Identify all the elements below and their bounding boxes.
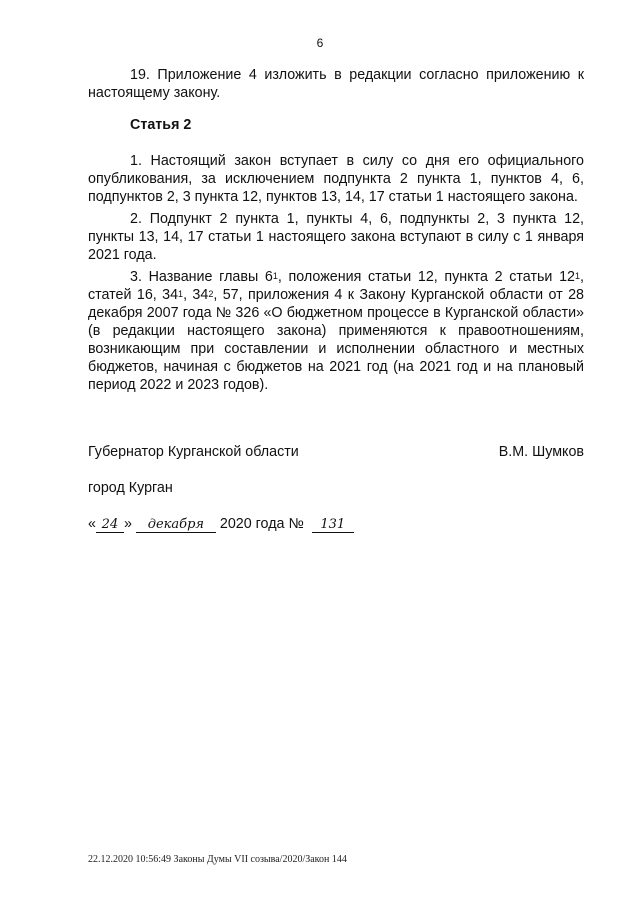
paragraph-2: 2. Подпункт 2 пункта 1, пункты 4, 6, подпункты 2, 3 пункта 12, пункты 13, 14, 17 статьи 1 настоящего закона вступают в силу с 1 января 2021 года. — [88, 211, 584, 263]
open-quote: « — [88, 516, 96, 532]
paragraph-3-part-b: , положения статьи 12, пункта 2 статьи 12 — [277, 269, 576, 285]
item-19-text: 19. Приложение 4 изложить в редакции согласно приложению к настоящему закону. — [88, 67, 584, 101]
handwritten-day: 24 — [96, 518, 124, 533]
superscript-b: 1 — [575, 271, 581, 281]
article-heading: Статья 2 — [130, 117, 192, 133]
item-19-section — [88, 66, 584, 102]
paragraph-1: 1. Настоящий закон вступает в силу со дня его официального опубликования, за исключением подпункта 2 пункта 1, пунктов 4, 6, подпунктов 2, 3 пункта 12, пунктов 13, 14, 17 статьи 1 настоящего закона. — [88, 153, 584, 205]
handwritten-month: декабря — [136, 518, 216, 533]
handwritten-law-number: 131 — [312, 518, 354, 533]
year-text: 2020 года № — [219, 516, 304, 532]
page-number: 6 — [316, 36, 324, 50]
paragraph-3-part-c: , статей 16, 34 — [88, 269, 585, 303]
superscript-c: 1 — [178, 289, 184, 299]
paragraph-3-part-d: , 34 — [183, 287, 209, 303]
footer-stamp: 22.12.2020 10:56:49 Законы Думы VII созыва/2020/Закон 144 — [88, 854, 347, 865]
superscript-a: 1 — [272, 271, 278, 281]
article-body — [88, 152, 584, 394]
date-line — [88, 516, 354, 533]
signatory-position: Губернатор Курганской области — [88, 444, 299, 460]
close-quote: » — [123, 516, 132, 532]
city-line: город Курган — [88, 480, 173, 496]
paragraph-3-part-a: 3. Название главы 6 — [130, 269, 273, 285]
paragraph-3-part-e: , 57, приложения 4 к Закону Курганской области от 28 декабря 2007 года № 326 «О бюджетном процессе в Курганской области» (в редакции настоящего закона) применяются к правоотношениям, возникающим при составлении и исполнении областного и местных бюджетов, начиная с бюджетов на 2021 год (на 2021 год и на плановый период 2022 и 2023 годов). — [88, 287, 584, 393]
superscript-d: 2 — [208, 289, 214, 299]
paragraph-3 — [88, 268, 584, 394]
signatory-name: В.М. Шумков — [498, 444, 584, 460]
